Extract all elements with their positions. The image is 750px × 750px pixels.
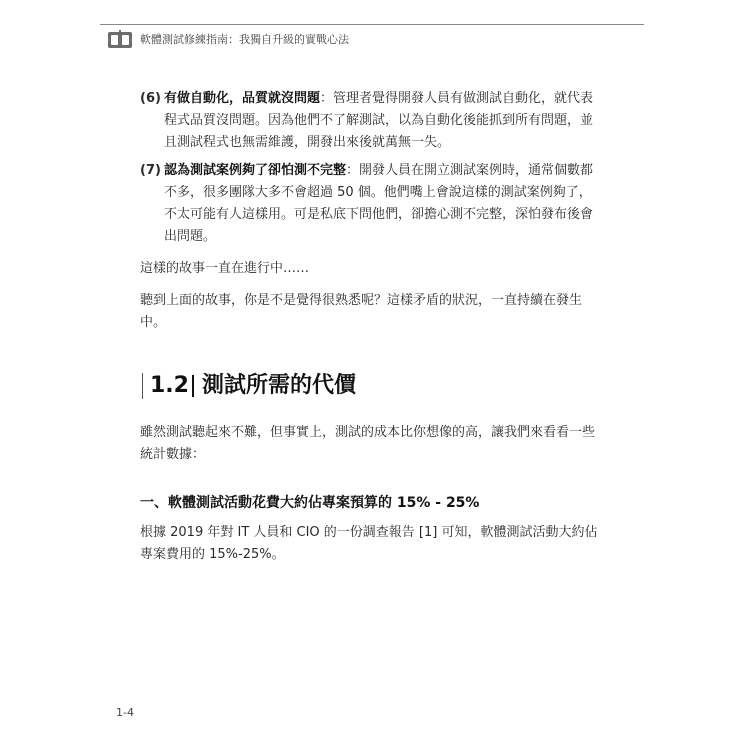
running-header [100,24,644,52]
item-lead: 認為測試案例夠了卻怕測不完整 [164,163,347,178]
item-number: (7) [140,163,161,178]
item-text: ：管理者覺得開發人員有做測試自動化，就代表程式品質沒問題。因為他們不了解測試，以為自動化後能抓到所有問題，並且測試程式也無需維護，開發出來後就萬無一失。 [164,91,594,150]
item-lead: 有做自動化，品質就沒問題 [164,91,321,106]
paragraph-cost-intro: 雖然測試聽起來不難，但事實上，測試的成本比你想像的高，讓我們來看看一些統計數據： [140,425,596,462]
subheading: 一、軟體測試活動花費大約佔專案預算的 15% - 25% [140,495,480,511]
section-number: 1.2 [150,373,189,398]
book-logo-icon [108,30,132,48]
paragraph-story: 這樣的故事一直在進行中…… [140,261,310,276]
item-body [164,88,600,154]
section-title: 測試所需的代價 [202,373,357,398]
page-number: 1-4 [116,706,134,719]
header-title: 軟體測試修練指南：我獨自升級的實戰心法 [140,33,349,46]
section-divider [192,375,194,397]
paragraph-familiar: 聽到上面的故事，你是不是覺得很熟悉呢？這樣矛盾的狀況，一直持續在發生中。 [140,293,583,330]
header-rule [100,24,644,25]
item-number: (6) [140,91,161,106]
item-body [164,160,600,248]
paragraph-survey: 根據 2019 年對 IT 人員和 CIO 的一份調查報告 [1] 可知，軟體測試活動大約佔專案費用的 15%-25%。 [140,525,598,562]
section-heading [142,369,542,403]
item-text: ：開發人員在開立測試案例時，通常個數都不多，很多團隊大多不會超過 50 個。他們嘴上會說這樣的測試案例夠了，不太可能有人這樣用。可是私底下問他們，卻擔心測不完整，深怕發布後會出問題。 [164,163,594,244]
section-bar [142,373,143,399]
